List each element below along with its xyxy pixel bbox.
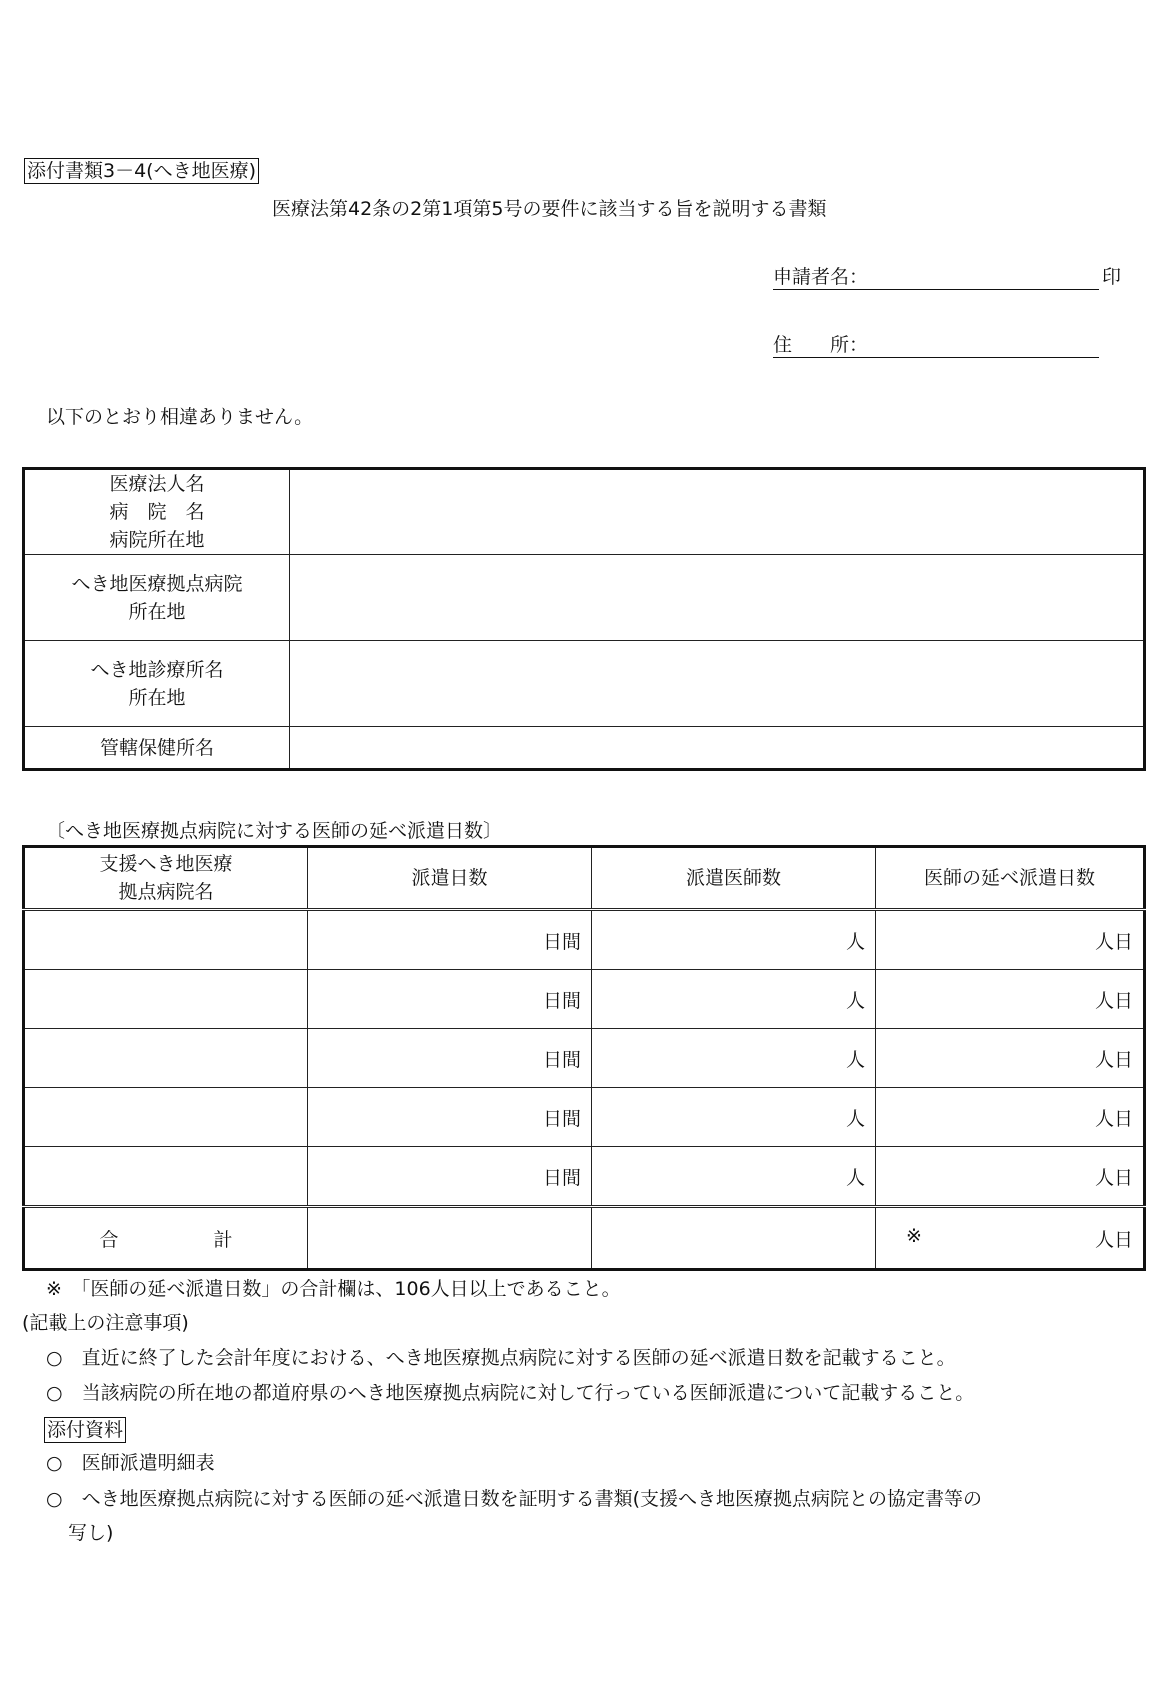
dispatch-row [24,1029,1145,1088]
total-days-cell[interactable] [308,1207,592,1270]
person-days-cell[interactable] [876,1147,1145,1207]
total-doctors-cell[interactable] [592,1207,876,1270]
unit-label: 人日 [1094,989,1133,1012]
info-row-hospital [24,469,1145,555]
info-label-base-hospital [24,555,290,641]
total-unit: 人日 [1094,1228,1133,1251]
note-item: ○ 直近に終了した会計年度における、へき地医療拠点病院に対する医師の延べ派遣日数を記載すること。 [46,1347,956,1369]
person-days-cell[interactable] [876,1088,1145,1147]
unit-label: 日間 [542,1166,581,1189]
person-days-cell[interactable] [876,910,1145,970]
dispatch-days-cell[interactable] [308,1088,592,1147]
info-value-base-hospital[interactable] [290,555,1145,641]
attachments-heading: 添付資料 [44,1417,126,1443]
dispatch-days-cell[interactable] [308,1029,592,1088]
info-row-clinic [24,641,1145,727]
info-value-clinic[interactable] [290,641,1145,727]
applicant-name-label: 申請者名： [773,266,869,288]
dispatch-row [24,910,1145,970]
notes-heading: (記載上の注意事項) [22,1312,189,1334]
hospital-name-cell[interactable] [24,1147,308,1207]
person-days-cell[interactable] [876,970,1145,1029]
info-label-hospital [24,469,290,555]
footnote: ※ 「医師の延べ派遣日数」の合計欄は、106人日以上であること。 [46,1278,621,1300]
unit-label: 日間 [542,1107,581,1130]
doctor-count-cell[interactable] [592,970,876,1029]
unit-label: 人 [845,1166,865,1189]
label-line: へき地医療拠点病院 [71,572,243,595]
label-line: 病 院 名 [109,501,205,523]
dispatch-days-cell[interactable] [308,1147,592,1207]
info-row-health-center [24,727,1145,770]
attachment-item: ○ へき地医療拠点病院に対する医師の延べ派遣日数を証明する書類(支援へき地医療拠点病院との協定書等の [46,1488,982,1510]
info-label-clinic [24,641,290,727]
doctor-count-cell[interactable] [592,1147,876,1207]
unit-label: 人日 [1094,1166,1133,1189]
label-line: へき地診療所名 [90,658,224,681]
dispatch-row [24,1088,1145,1147]
header-person-days: 医師の延べ派遣日数 [876,847,1145,910]
total-label: 合 計 [24,1207,308,1270]
doctor-count-cell[interactable] [592,910,876,970]
unit-label: 人日 [1094,930,1133,953]
seal-mark: 印 [1102,266,1122,288]
document-title: 医療法第42条の2第1項第5号の要件に該当する旨を説明する書類 [272,198,827,220]
unit-label: 人 [845,930,865,953]
header-dispatch-days: 派遣日数 [308,847,592,910]
info-value-health-center[interactable] [290,727,1145,770]
applicant-address-label: 住 所： [773,334,869,356]
unit-label: 日間 [542,1048,581,1071]
dispatch-caption: 〔へき地医療拠点病院に対する医師の延べ派遣日数〕 [46,820,503,842]
dispatch-days-cell[interactable] [308,970,592,1029]
header-support-hospital: 支援へき地医療 拠点病院名 [24,847,308,910]
hospital-name-cell[interactable] [24,1029,308,1088]
dispatch-row [24,970,1145,1029]
unit-label: 人日 [1094,1107,1133,1130]
note-item: ○ 当該病院の所在地の都道府県のへき地医療拠点病院に対して行っている医師派遣について記載すること。 [46,1382,975,1404]
info-table [22,467,1146,771]
unit-label: 人 [845,1048,865,1071]
dispatch-row [24,1147,1145,1207]
unit-label: 人 [845,989,865,1012]
hospital-name-cell[interactable] [24,910,308,970]
attachment-item: 写し) [68,1522,114,1544]
applicant-address-field [773,330,1099,358]
dispatch-table [22,845,1146,1271]
unit-label: 日間 [542,930,581,953]
unit-label: 人 [845,1107,865,1130]
header-doctor-count: 派遣医師数 [592,847,876,910]
label-line: 病院所在地 [109,529,205,551]
attachment-item: ○ 医師派遣明細表 [46,1452,215,1474]
statement: 以下のとおり相違ありません。 [46,406,314,428]
unit-label: 日間 [542,989,581,1012]
total-mark: ※ [906,1224,922,1247]
dispatch-days-cell[interactable] [308,910,592,970]
info-label-health-center [24,727,290,770]
doctor-count-cell[interactable] [592,1029,876,1088]
applicant-name-field [773,262,1099,290]
hospital-name-cell[interactable] [24,1088,308,1147]
label-line: 管轄保健所名 [99,736,214,759]
doctor-count-cell[interactable] [592,1088,876,1147]
total-person-days-cell[interactable] [876,1207,1145,1270]
dispatch-total-row [24,1207,1145,1270]
hospital-name-cell[interactable] [24,970,308,1029]
unit-label: 人日 [1094,1048,1133,1071]
person-days-cell[interactable] [876,1029,1145,1088]
attachment-label: 添付書類3－4(へき地医療) [24,158,259,184]
label-line: 所在地 [128,686,186,709]
label-line: 医療法人名 [109,473,205,495]
label-line: 所在地 [128,600,186,623]
info-row-base-hospital [24,555,1145,641]
info-value-hospital[interactable] [290,469,1145,555]
dispatch-header-row [24,847,1145,910]
